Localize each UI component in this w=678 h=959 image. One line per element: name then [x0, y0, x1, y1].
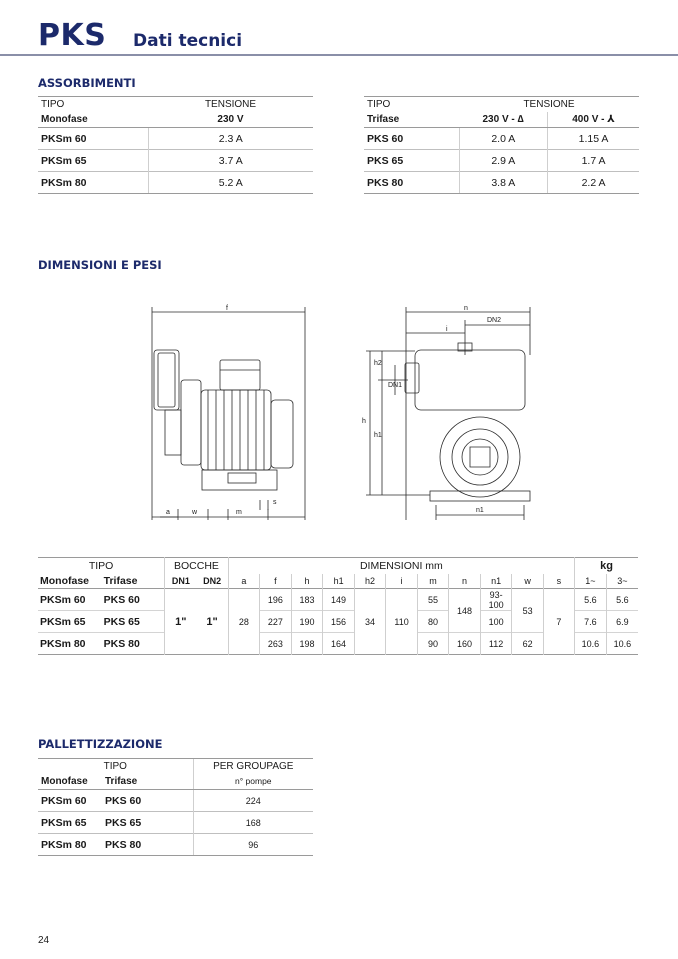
table-row: [364, 172, 639, 194]
pallet-table: [38, 758, 313, 856]
pump-head-front: [415, 350, 525, 410]
m-value: 90: [417, 633, 448, 655]
tipo-header: TIPO: [38, 759, 193, 774]
table-row: [364, 128, 639, 150]
f-value: 263: [260, 633, 292, 655]
groupage-header: PER GROUPAGE: [193, 759, 313, 774]
current-cell: 5.2 A: [148, 172, 313, 194]
model-tri: PKS 80: [103, 637, 140, 650]
col-n1: n1: [480, 574, 512, 589]
section-title-assorbimenti: ASSORBIMENTI: [38, 76, 136, 90]
label-n: n: [464, 305, 468, 312]
current-cell: 2.9 A: [459, 150, 548, 172]
col-tipo: TIPO: [364, 97, 459, 112]
model-mono: PKSm 60: [38, 790, 102, 812]
n-value: 148: [449, 589, 481, 633]
h1-value: 156: [323, 611, 355, 633]
kg1-value: 5.6: [575, 589, 607, 611]
h1-value: 149: [323, 589, 355, 611]
model-tri: PKS 80: [102, 834, 193, 856]
col-n: n: [449, 574, 481, 589]
label-dn1: DN1: [388, 382, 403, 389]
table-row: [364, 150, 639, 172]
h-value: 198: [291, 633, 323, 655]
col-tensione: TENSIONE: [459, 97, 639, 112]
assorbimenti-mono-table: [38, 96, 313, 194]
page-number: 24: [38, 935, 50, 946]
table-row: [38, 150, 313, 172]
model-cell: PKS 60: [364, 128, 459, 150]
col-w: w: [512, 574, 543, 589]
trifase-header: Trifase: [103, 574, 138, 587]
kg1-value: 7.6: [575, 611, 607, 633]
n-pompe-header: n° pompe: [193, 774, 313, 790]
f-value: 227: [260, 611, 292, 633]
label-s: s: [273, 499, 277, 506]
section-title-pallet: PALLETTIZZAZIONE: [38, 737, 163, 751]
i-value: 110: [386, 589, 418, 655]
col-tensione: TENSIONE: [148, 97, 313, 112]
motor-body-side: [201, 390, 271, 470]
f-value: 196: [260, 589, 292, 611]
col-h2: h2: [354, 574, 385, 589]
current-cell: 1.15 A: [548, 128, 639, 150]
sub-400v: 400 V - ⅄: [548, 112, 639, 128]
bocche-header: BOCCHE: [165, 558, 229, 574]
h1-value: 164: [323, 633, 355, 655]
kg1-value: 10.6: [575, 633, 607, 655]
current-cell: 3.8 A: [459, 172, 548, 194]
trifase-header: Trifase: [102, 774, 193, 790]
model-tri: PKS 60: [103, 593, 140, 606]
n1-value: 112: [480, 633, 512, 655]
label-dn2: DN2: [487, 317, 502, 324]
h2-value: 34: [354, 589, 385, 655]
assorbimenti-tri-table: [364, 96, 639, 194]
brand-title: PKS: [38, 18, 107, 53]
sub-230v: 230 V - ∆: [459, 112, 548, 128]
table-row: [38, 172, 313, 194]
dn2-value: 1": [206, 615, 218, 628]
label-f: f: [226, 305, 228, 312]
current-cell: 2.0 A: [459, 128, 548, 150]
label-i: i: [446, 326, 448, 333]
label-h: h: [362, 418, 366, 425]
dimensioni-header: DIMENSIONI mm: [228, 558, 574, 574]
kg-header: kg: [575, 558, 638, 574]
label-n1: n1: [476, 507, 484, 514]
m-value: 80: [417, 611, 448, 633]
table-row: [38, 128, 313, 150]
dn1-value: 1": [165, 589, 197, 655]
h-value: 183: [291, 589, 323, 611]
label-w: w: [192, 509, 198, 516]
m-value: 55: [417, 589, 448, 611]
model-tri: PKS 65: [102, 812, 193, 834]
current-cell: 1.7 A: [548, 150, 639, 172]
col-dn1: DN1: [165, 574, 197, 589]
sub-230v: 230 V: [148, 112, 313, 128]
h-value: 190: [291, 611, 323, 633]
model-cell: PKS 65: [364, 150, 459, 172]
col-dn2: DN2: [203, 575, 222, 586]
table-row: [38, 812, 313, 834]
n1-value: 93-100: [480, 589, 512, 611]
col-kg1: 1~: [575, 574, 607, 589]
w-value: 53: [512, 589, 543, 633]
current-cell: 2.3 A: [148, 128, 313, 150]
col-h: h: [291, 574, 323, 589]
qty-value: 96: [193, 834, 313, 856]
model-mono: PKSm 65: [38, 812, 102, 834]
monofase-header: Monofase: [38, 774, 102, 790]
qty-value: 224: [193, 790, 313, 812]
col-a: a: [228, 574, 259, 589]
col-kg3: 3~: [606, 574, 638, 589]
model-mono: PKSm 80: [40, 637, 86, 650]
kg3-value: 5.6: [606, 589, 638, 611]
a-value: 28: [228, 589, 259, 655]
header-divider: [0, 54, 678, 56]
s-value: 7: [543, 589, 574, 655]
label-m: m: [236, 509, 242, 516]
col-s: s: [543, 574, 574, 589]
page-subtitle: Dati tecnici: [133, 31, 243, 51]
table-row: [38, 834, 313, 856]
kg3-value: 6.9: [606, 611, 638, 633]
current-cell: 3.7 A: [148, 150, 313, 172]
col-f: f: [260, 574, 292, 589]
table-row: [38, 790, 313, 812]
model-cell: PKS 80: [364, 172, 459, 194]
table-row: [38, 589, 638, 611]
motor-fan-front: [462, 439, 498, 475]
model-tri: PKS 65: [103, 615, 140, 628]
w-value: 62: [512, 633, 543, 655]
label-a: a: [166, 509, 170, 516]
monofase-header: Monofase: [40, 574, 90, 587]
n1-value: 100: [480, 611, 512, 633]
dimensions-table: [38, 557, 638, 655]
col-tipo: TIPO: [38, 97, 148, 112]
n-value: 160: [449, 633, 481, 655]
page-header: [0, 0, 678, 60]
section-title-dimensioni: DIMENSIONI E PESI: [38, 258, 162, 272]
sub-monofase: Monofase: [38, 112, 148, 128]
model-cell: PKSm 60: [38, 128, 148, 150]
label-h2: h2: [374, 360, 382, 367]
model-tri: PKS 60: [102, 790, 193, 812]
pump-technical-drawing: [140, 295, 540, 525]
qty-value: 168: [193, 812, 313, 834]
model-mono: PKSm 65: [40, 615, 86, 628]
sub-trifase: Trifase: [364, 112, 459, 128]
tipo-header: TIPO: [88, 559, 114, 572]
model-mono: PKSm 80: [38, 834, 102, 856]
model-cell: PKSm 80: [38, 172, 148, 194]
col-h1: h1: [323, 574, 355, 589]
col-i: i: [386, 574, 418, 589]
col-m: m: [417, 574, 448, 589]
model-cell: PKSm 65: [38, 150, 148, 172]
kg3-value: 10.6: [606, 633, 638, 655]
current-cell: 2.2 A: [548, 172, 639, 194]
model-mono: PKSm 60: [40, 593, 86, 606]
label-h1: h1: [374, 432, 382, 439]
